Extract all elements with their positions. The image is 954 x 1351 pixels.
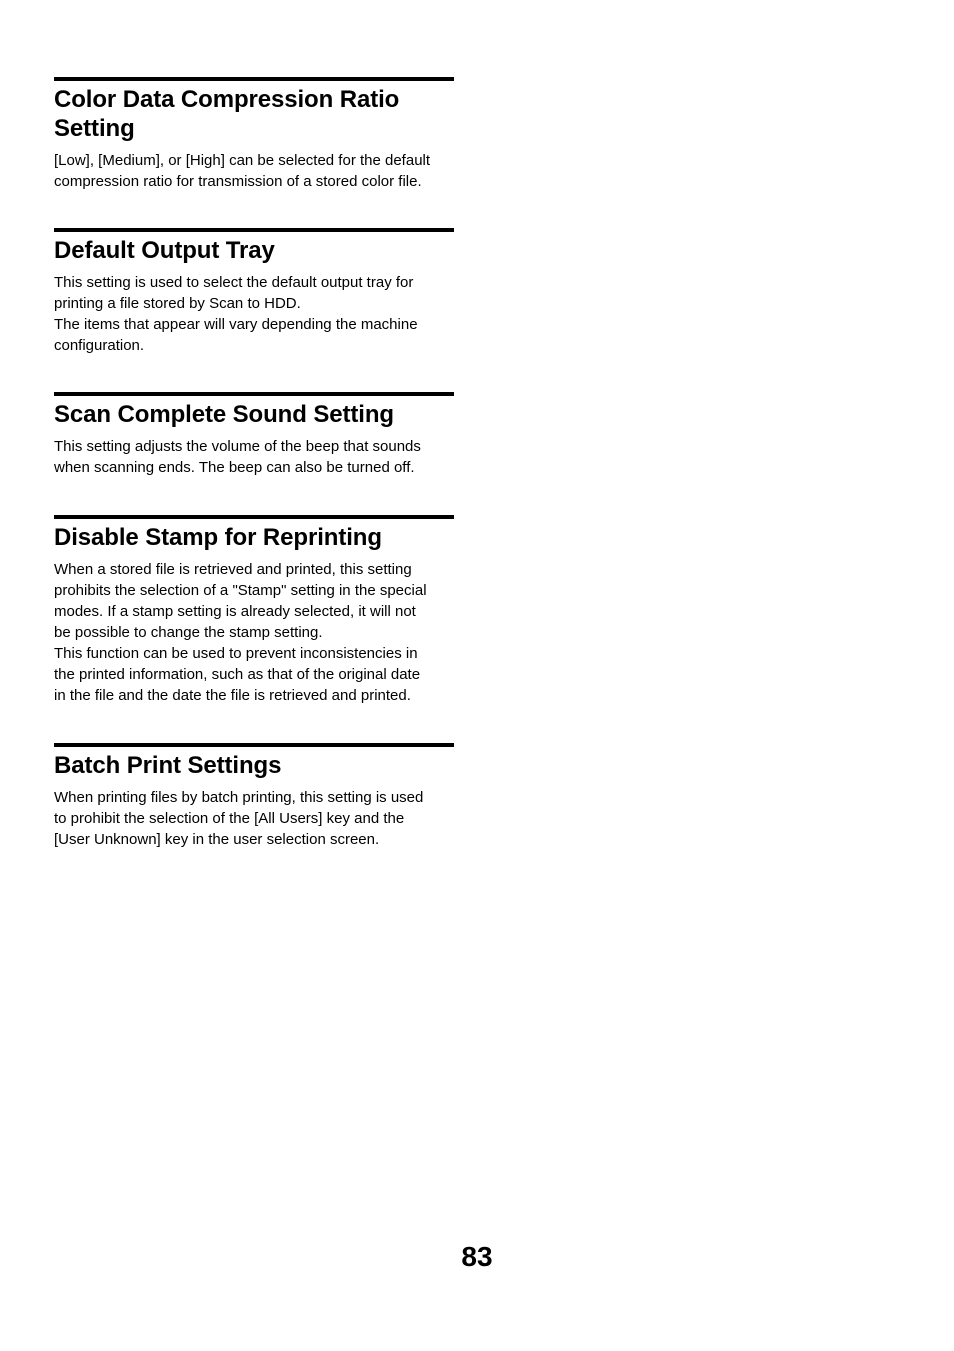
section-color-data-compression <box>54 77 454 192</box>
section-body: This setting adjusts the volume of the beep that sounds when scanning ends. The beep can also be turned off. <box>54 438 421 476</box>
section-batch-print-settings <box>54 743 454 850</box>
section-heading: Batch Print Settings <box>54 752 282 779</box>
section-heading: Disable Stamp for Reprinting <box>54 524 382 551</box>
page-number: 83 <box>461 1241 493 1272</box>
section-body: This setting is used to select the default output tray for printing a file stored by Scan to HDD. The items that appear will vary depending the machine configuration. <box>54 274 418 354</box>
section-disable-stamp-reprinting <box>54 515 454 706</box>
section-default-output-tray <box>54 228 454 356</box>
section-heading: Color Data Compression Ratio Setting <box>54 86 400 142</box>
section-body: When printing files by batch printing, this setting is used to prohibit the selection of the [All Users] key and the [User Unknown] key in the user selection screen. <box>54 789 424 848</box>
section-heading: Default Output Tray <box>54 237 275 264</box>
section-body: [Low], [Medium], or [High] can be selected for the default compression ratio for transmission of a stored color file. <box>54 152 431 190</box>
section-heading: Scan Complete Sound Setting <box>54 401 394 428</box>
section-body: When a stored file is retrieved and printed, this setting prohibits the selection of a "Stamp" setting in the special modes. If a stamp setting is already selected, it will not be possible to change the stamp setting. This function can be used to prevent inconsistencies in the printed information, such as that of the original date in the file and the date the file is retrieved and printed. <box>54 561 427 704</box>
section-scan-complete-sound <box>54 392 454 478</box>
main-column <box>54 77 454 850</box>
